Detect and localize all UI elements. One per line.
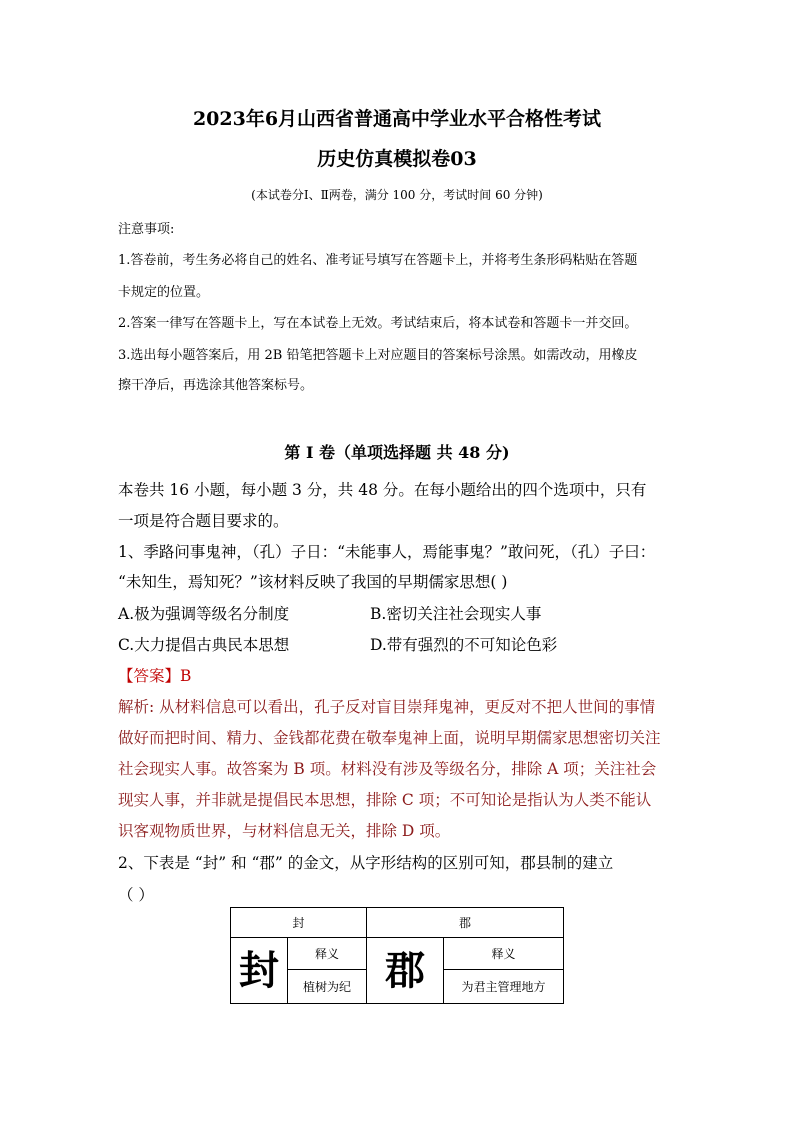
notes-heading: 注意事项: — [118, 222, 175, 237]
q1-option-a: A.极为强调等级名分制度 — [118, 605, 290, 623]
q1-option-c: C.大力提倡古典民本思想 — [118, 636, 290, 654]
q1-option-b: B.密切关注社会现实人事 — [370, 605, 542, 623]
exam-subtitle: 历史仿真模拟卷03 — [317, 148, 477, 170]
notes-line: 2.答案一律写在答题卡上，写在本试卷上无效。考试结束后，将本试卷和答题卡一并交回。 — [118, 316, 638, 331]
answer-value: B — [180, 667, 192, 685]
table-header-feng: 封 — [231, 908, 367, 938]
notes-line: 3.选出每小题答案后，用 2B 铅笔把答题卡上对应题目的答案标号涂黑。如需改动，用橡皮 — [118, 348, 638, 363]
notes-line: 擦干净后，再选涂其他答案标号。 — [118, 378, 314, 393]
q1-answer — [118, 664, 191, 686]
notes-line: 卡规定的位置。 — [118, 285, 210, 300]
q1-analysis-line: 识客观物质世界，与材料信息无关，排除 D 项。 — [118, 822, 451, 840]
gloss-label-feng: 释义 — [288, 938, 367, 970]
glyph-jun-text: 郡 — [385, 946, 425, 994]
q2-stem: （ ） — [118, 886, 154, 904]
section-intro: 本卷共 16 小题，每小题 3 分，共 48 分。在每小题给出的四个选项中，只有 — [118, 481, 647, 499]
table-header-jun: 郡 — [367, 908, 564, 938]
q1-analysis-line: 解析: 从材料信息可以看出，孔子反对盲目崇拜鬼神，更反对不把人世间的事情 — [118, 698, 656, 716]
glyph-feng — [231, 938, 288, 1004]
bronze-script-table — [230, 907, 564, 1004]
glyph-feng-text: 封 — [239, 946, 279, 994]
answer-label: 【答案】 — [118, 667, 181, 685]
q1-option-d: D.带有强烈的不可知论色彩 — [370, 636, 558, 654]
exam-info: (本试卷分Ⅰ、Ⅱ两卷，满分 100 分，考试时间 60 分钟) — [251, 188, 543, 202]
q1-analysis-line: 做好而把时间、精力、金钱都花费在敬奉鬼神上面，说明早期儒家思想密切关注 — [118, 729, 661, 747]
section-intro: 一项是符合题目要求的。 — [118, 512, 289, 530]
glyph-jun — [367, 938, 444, 1004]
q1-analysis-line: 社会现实人事。故答案为 B 项。材料没有涉及等级名分，排除 A 项；关注社会 — [118, 760, 657, 778]
q1-stem: “未知生，焉知死？”该材料反映了我国的早期儒家思想( ) — [118, 573, 508, 591]
q1-analysis-line: 现实人事，并非就是提倡民本思想，排除 C 项；不可知论是指认为人类不能认 — [118, 791, 652, 809]
exam-title: 2023年6月山西省普通高中学业水平合格性考试 — [192, 108, 602, 130]
section-title: 第 I 卷（单项选择题 共 48 分) — [284, 443, 510, 462]
q2-stem: 2、下表是 “封” 和 “郡” 的金文，从字形结构的区别可知，郡县制的建立 — [118, 854, 614, 872]
q1-stem: 1、季路问事鬼神，（孔）子日：“未能事人，焉能事鬼？”敢问死，（孔）子曰： — [118, 543, 656, 561]
gloss-jun: 为君主管理地方 — [444, 970, 564, 1004]
gloss-label-jun: 释义 — [444, 938, 564, 970]
notes-line: 1.答卷前，考生务必将自己的姓名、准考证号填写在答题卡上，并将考生条形码粘贴在答题 — [118, 253, 638, 268]
gloss-feng: 植树为纪 — [288, 970, 367, 1004]
